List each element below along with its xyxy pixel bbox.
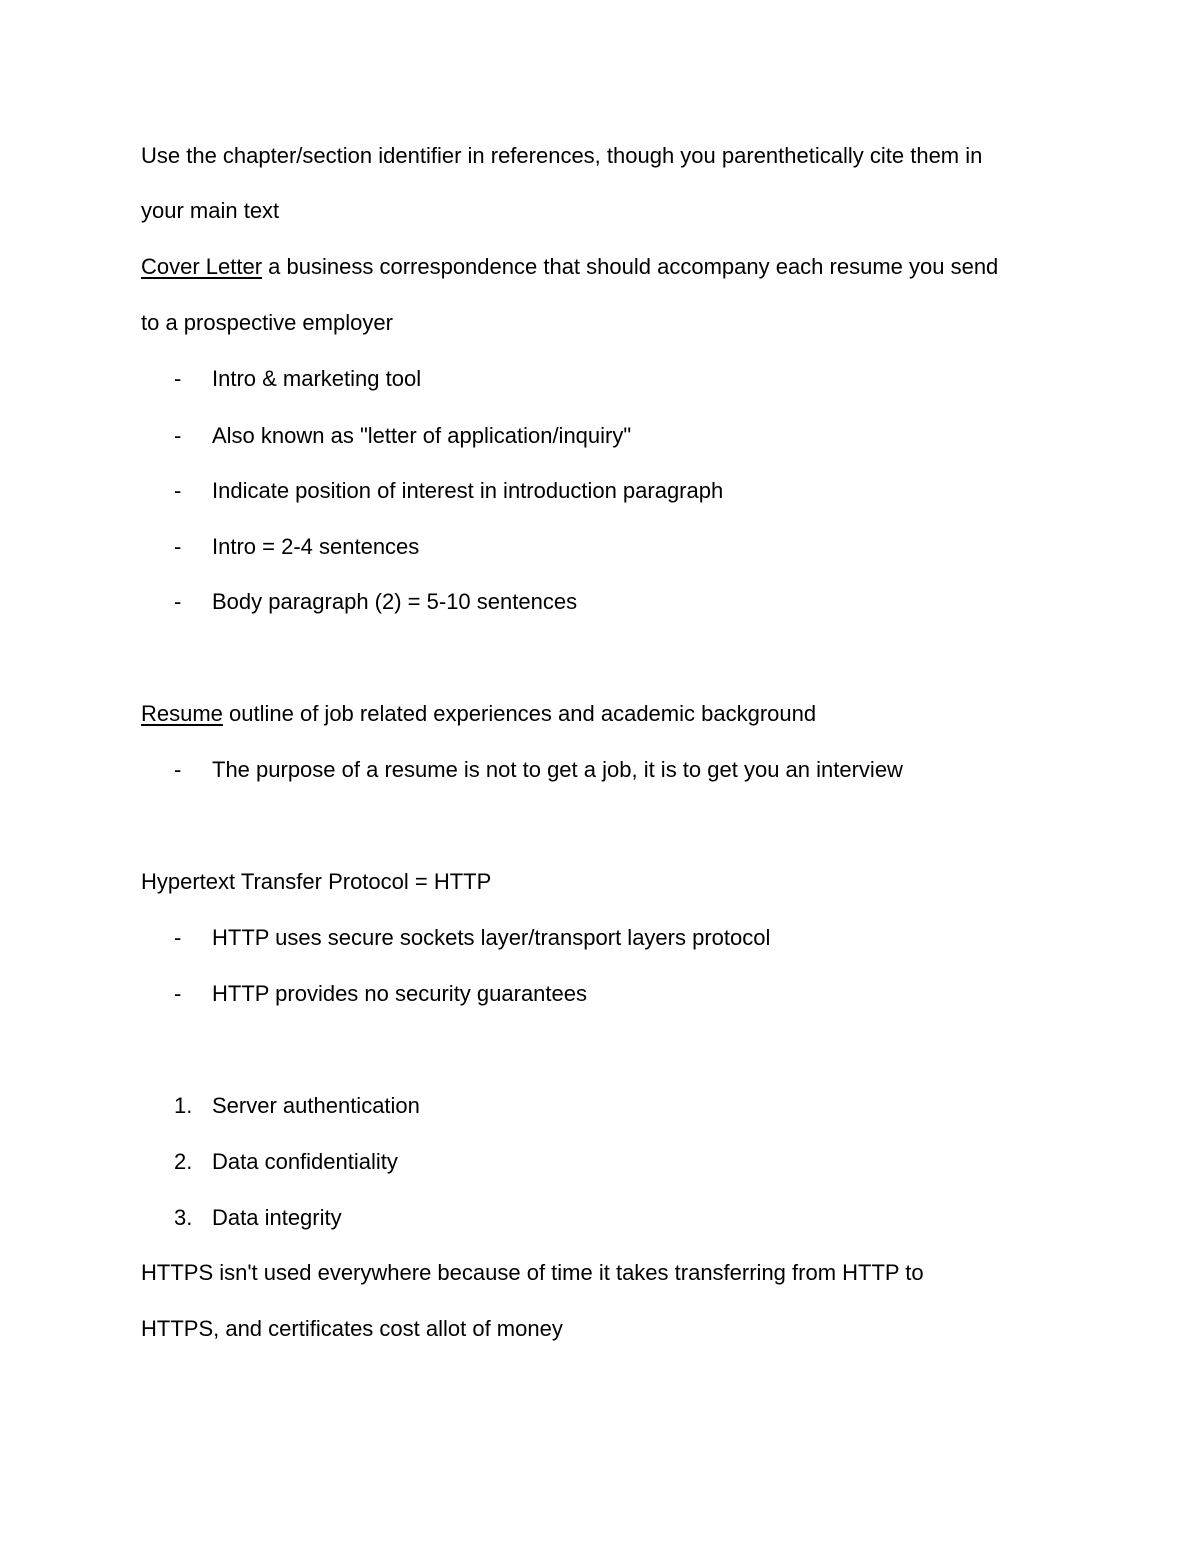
resume-def-text: outline of job related experiences and academic background — [222, 701, 817, 726]
bullet-marker: - — [174, 925, 182, 950]
https-note-line-1: HTTPS isn't used everywhere because of time it takes transferring from HTTP to — [141, 1260, 924, 1285]
cover-letter-def-line-2: to a prospective employer — [141, 310, 393, 335]
bullet-marker: - — [174, 589, 182, 614]
list-item: Intro = 2-4 sentences — [212, 534, 420, 559]
https-note-line-2: HTTPS, and certificates cost allot of money — [141, 1316, 563, 1341]
intro-line-2: your main text — [141, 198, 280, 223]
bullet-marker: - — [174, 534, 182, 559]
bullet-marker: - — [174, 423, 182, 448]
http-heading: Hypertext Transfer Protocol = HTTP — [141, 869, 492, 894]
bullet-marker: - — [174, 478, 182, 503]
cover-letter-term: Cover Letter — [141, 254, 263, 279]
bullet-marker: - — [174, 981, 182, 1006]
bullet-marker: - — [174, 757, 182, 782]
list-number: 1. — [174, 1093, 193, 1118]
bullet-marker: - — [174, 366, 182, 391]
list-item: The purpose of a resume is not to get a job, it is to get you an interview — [212, 757, 903, 782]
list-item: Data integrity — [212, 1205, 342, 1230]
list-item: HTTP uses secure sockets layer/transport layers protocol — [212, 925, 771, 950]
list-item: Also known as "letter of application/inquiry" — [212, 423, 632, 448]
list-item: Data confidentiality — [212, 1149, 398, 1174]
resume-definition — [141, 701, 816, 727]
intro-line-1: Use the chapter/section identifier in references, though you parenthetically cite them in — [141, 143, 983, 168]
list-item: Body paragraph (2) = 5-10 sentences — [212, 589, 578, 614]
list-item: Intro & marketing tool — [212, 366, 422, 391]
list-item: Indicate position of interest in introduction paragraph — [212, 478, 724, 503]
list-number: 2. — [174, 1149, 193, 1174]
resume-term: Resume — [141, 701, 223, 726]
cover-letter-def-text: a business correspondence that should accompany each resume you send — [262, 254, 999, 279]
list-item: HTTP provides no security guarantees — [212, 981, 587, 1006]
list-number: 3. — [174, 1205, 193, 1230]
list-item: Server authentication — [212, 1093, 420, 1118]
cover-letter-definition — [141, 254, 998, 280]
